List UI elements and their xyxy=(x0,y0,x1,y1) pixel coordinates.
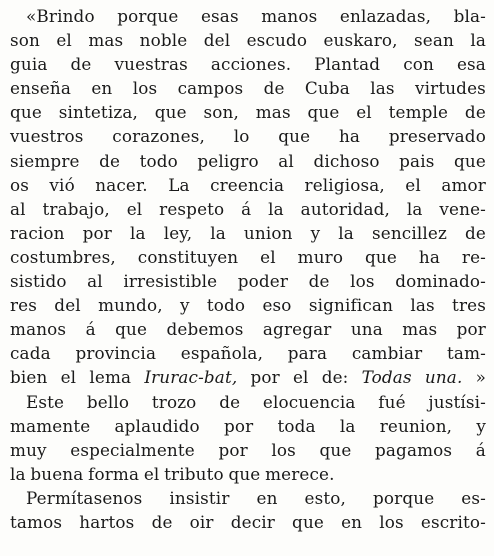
text-word: res xyxy=(10,295,38,316)
text-word: euskaro, xyxy=(323,30,398,51)
text-word: peligro xyxy=(197,150,259,171)
text-word: virtudes xyxy=(415,78,486,99)
text-line xyxy=(10,390,486,414)
text-word: hartos xyxy=(79,511,135,532)
text-word: Este xyxy=(26,391,65,412)
text-word: por xyxy=(456,319,486,340)
text-word: las xyxy=(410,295,435,316)
text-word: el xyxy=(405,174,421,195)
text-word: vuestros xyxy=(10,126,84,147)
text-word: vene- xyxy=(439,198,486,219)
text-word: irresistible xyxy=(123,271,218,292)
text-word: el xyxy=(143,463,160,484)
text-word: el xyxy=(292,367,309,388)
text-word: cada xyxy=(10,343,51,364)
text-word: constituyen xyxy=(137,246,239,267)
text-word: escrito- xyxy=(420,511,486,532)
text-word: la xyxy=(470,30,486,51)
text-word: por xyxy=(250,367,280,388)
text-word: todo xyxy=(139,150,178,171)
text-word: nacer. xyxy=(95,174,148,195)
text-line xyxy=(10,510,486,534)
text-word: significan xyxy=(308,295,394,316)
text-word: enseña xyxy=(10,78,71,99)
text-word: manos xyxy=(10,319,67,340)
text-line xyxy=(10,28,486,52)
text-line xyxy=(10,462,486,486)
text-word: la xyxy=(130,222,146,243)
text-word: tam- xyxy=(447,343,486,364)
text-word: oir xyxy=(189,511,214,532)
text-word: union xyxy=(243,222,293,243)
text-word: forma xyxy=(88,463,140,484)
text-word: debemos xyxy=(166,319,244,340)
text-word: el xyxy=(356,102,372,123)
text-word: á xyxy=(475,439,486,460)
text-word: toda xyxy=(277,415,316,436)
text-word: mundo, xyxy=(98,295,163,316)
text-word: guia xyxy=(10,54,48,75)
text-word: vuestras xyxy=(114,54,188,75)
text-word: la xyxy=(338,222,354,243)
text-word: esa xyxy=(456,54,486,75)
text-line xyxy=(10,52,486,76)
text-word: La xyxy=(168,174,190,195)
text-word: bla- xyxy=(453,6,486,26)
text-word: del xyxy=(54,295,81,316)
text-word: la xyxy=(339,415,356,436)
text-word: de xyxy=(70,54,92,75)
text-word: sencillez xyxy=(371,222,447,243)
text-word: el xyxy=(126,198,143,219)
text-word: mas xyxy=(255,102,291,123)
text-line xyxy=(10,4,486,28)
text-word: insistir xyxy=(169,487,230,508)
text-word: os xyxy=(10,174,30,195)
text-word: tributo xyxy=(164,463,224,484)
text-word: y xyxy=(476,415,486,436)
text-line xyxy=(10,438,486,462)
text-word: es- xyxy=(461,487,486,508)
text-word: lema xyxy=(89,367,132,388)
text-line xyxy=(10,76,486,100)
text-word: las xyxy=(370,78,395,99)
text-word: que xyxy=(319,439,352,460)
text-word: campos xyxy=(177,78,244,99)
text-word: de xyxy=(263,78,285,99)
text-word: trabajo, xyxy=(42,198,110,219)
text-word: agregar xyxy=(262,319,332,340)
text-word: trozo xyxy=(151,391,197,412)
text-word: aplaudido xyxy=(114,415,200,436)
text-word: de xyxy=(219,391,241,412)
text-word: la xyxy=(210,222,226,243)
text-word: dominado- xyxy=(395,271,486,292)
text-word: justísi- xyxy=(428,391,486,412)
text-word: costumbres, xyxy=(10,246,116,267)
text-word: á xyxy=(85,319,96,340)
text-word: los xyxy=(350,271,375,292)
text-word: del xyxy=(203,30,231,51)
text-word: manos xyxy=(261,6,318,26)
text-word: de: xyxy=(321,367,349,388)
text-word: que xyxy=(292,511,324,532)
text-word: al xyxy=(87,271,103,292)
text-word: dichoso xyxy=(313,150,380,171)
text-word: al xyxy=(10,198,26,219)
text-word: noble xyxy=(139,30,188,51)
text-word: Cuba xyxy=(304,78,350,99)
text-word: el xyxy=(260,246,276,267)
text-word: la xyxy=(10,463,26,484)
text-word: elocuencia xyxy=(262,391,356,412)
text-word: temple xyxy=(388,102,449,123)
text-word: todo xyxy=(206,295,246,316)
text-word: los xyxy=(271,439,296,460)
text-word: re- xyxy=(461,246,486,267)
text-word: Permítasenos xyxy=(26,487,143,508)
text-line xyxy=(10,245,486,269)
text-word: á xyxy=(241,198,252,219)
text-line xyxy=(10,124,486,148)
text-line xyxy=(10,221,486,245)
text-word: en xyxy=(256,487,278,508)
text-line xyxy=(10,197,486,221)
text-word: que xyxy=(10,102,42,123)
text-line xyxy=(10,269,486,293)
text-word: sean xyxy=(413,30,454,51)
text-word: eso xyxy=(262,295,292,316)
text-word: los xyxy=(132,78,158,99)
text-word: pagamos xyxy=(375,439,453,460)
text-word: ley, xyxy=(163,222,193,243)
text-word: ha xyxy=(338,126,361,147)
text-word: que xyxy=(453,150,486,171)
text-word: corazones, xyxy=(112,126,205,147)
text-word: la xyxy=(268,198,284,219)
text-word: que xyxy=(228,463,261,484)
text-word: que xyxy=(307,102,340,123)
text-word: «Brindo xyxy=(26,6,95,26)
text-word: racion xyxy=(10,222,65,243)
text-word: muro xyxy=(297,246,344,267)
text-word: una xyxy=(350,319,383,340)
text-word: buena xyxy=(30,463,84,484)
text-word: especialmente xyxy=(70,439,195,460)
text-word: de xyxy=(465,222,486,243)
text-word: autoridad, xyxy=(300,198,391,219)
text-word: cambiar xyxy=(351,343,423,364)
text-word: al xyxy=(278,150,294,171)
text-word: siempre xyxy=(10,150,80,171)
text-word: escudo xyxy=(246,30,308,51)
text-word: preservado xyxy=(388,126,486,147)
text-word: por xyxy=(82,222,112,243)
text-word: con xyxy=(403,54,434,75)
text-line xyxy=(10,486,486,510)
body-text xyxy=(10,4,486,534)
text-word: que xyxy=(365,246,397,267)
text-word: mamente xyxy=(10,415,91,436)
text-word: el xyxy=(56,30,72,51)
text-word: son xyxy=(10,30,40,51)
text-line xyxy=(10,365,486,389)
text-word: esto, xyxy=(304,487,347,508)
text-word: creencia xyxy=(210,174,285,195)
text-word: decir xyxy=(230,511,275,532)
text-word: de xyxy=(99,150,121,171)
text-word: el xyxy=(60,367,77,388)
text-word: de xyxy=(151,511,173,532)
text-word: la xyxy=(406,198,423,219)
text-word: acciones. xyxy=(210,54,292,75)
text-word: bien xyxy=(10,367,48,388)
text-word: española, xyxy=(180,343,264,364)
text-word: lo xyxy=(233,126,250,147)
text-line xyxy=(10,414,486,438)
text-word: enlazadas, xyxy=(339,6,432,26)
text-word: por xyxy=(218,439,248,460)
text-word: fué xyxy=(378,391,406,412)
text-line xyxy=(10,341,486,365)
text-word: por xyxy=(223,415,254,436)
text-word: poder xyxy=(237,271,289,292)
text-word: ha xyxy=(418,246,440,267)
text-word: en xyxy=(341,511,363,532)
text-word: Todas xyxy=(361,367,412,388)
text-word: tres xyxy=(452,295,486,316)
text-line xyxy=(10,173,486,197)
text-word: bello xyxy=(86,391,130,412)
text-word: mas xyxy=(88,30,124,51)
text-word: vió xyxy=(49,174,75,195)
text-word: provincia xyxy=(75,343,157,364)
text-word: » xyxy=(475,367,486,388)
text-line xyxy=(10,317,486,341)
text-line xyxy=(10,100,486,124)
text-word: y xyxy=(179,295,190,316)
text-word: son, xyxy=(203,102,239,123)
text-word: y xyxy=(310,222,321,243)
text-word: mas xyxy=(402,319,438,340)
text-word: que xyxy=(278,126,311,147)
text-word: para xyxy=(287,343,328,364)
text-word: Irurac-bat, xyxy=(144,367,238,388)
text-word: reunion, xyxy=(379,415,453,436)
text-word: una. xyxy=(424,367,463,388)
text-word: religiosa, xyxy=(304,174,385,195)
text-word: sistido xyxy=(10,271,67,292)
text-word: esas xyxy=(200,6,239,26)
text-word: merece. xyxy=(265,463,335,484)
text-word: de xyxy=(308,271,330,292)
text-line xyxy=(10,149,486,173)
text-line xyxy=(10,293,486,317)
text-word: en xyxy=(91,78,113,99)
text-word: amor xyxy=(441,174,486,195)
text-word: respeto xyxy=(159,198,225,219)
text-word: que xyxy=(115,319,148,340)
text-word: porque xyxy=(373,487,435,508)
text-word: de xyxy=(464,102,486,123)
text-word: los xyxy=(379,511,404,532)
text-word: Plantad xyxy=(314,54,381,75)
text-word: pais xyxy=(399,150,435,171)
text-word: que xyxy=(154,102,187,123)
text-word: porque xyxy=(117,6,179,26)
text-word: tamos xyxy=(10,511,63,532)
text-word: sintetiza, xyxy=(58,102,138,123)
text-word: muy xyxy=(10,439,47,460)
